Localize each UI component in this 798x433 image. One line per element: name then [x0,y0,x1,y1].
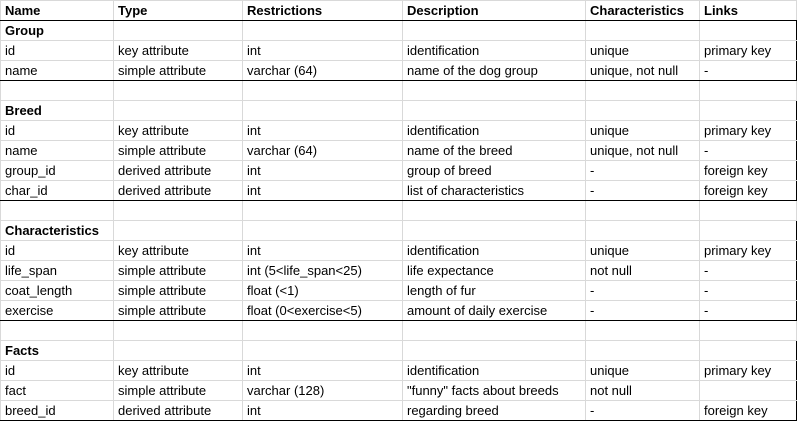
table-cell[interactable]: breed_id [1,401,114,421]
table-cell[interactable]: unique, not null [586,141,700,161]
blank-row [1,321,797,341]
table-cell[interactable]: unique [586,121,700,141]
table-cell[interactable]: list of characteristics [403,181,586,201]
table-cell[interactable]: group of breed [403,161,586,181]
table-cell[interactable] [700,381,797,401]
column-header[interactable]: Restrictions [243,1,403,21]
table-cell[interactable]: name of the breed [403,141,586,161]
table-cell[interactable]: unique [586,361,700,381]
empty-cell[interactable] [243,341,403,361]
table-cell[interactable]: - [586,281,700,301]
empty-cell[interactable] [243,21,403,41]
column-header[interactable]: Characteristics [586,1,700,21]
table-cell[interactable]: identification [403,361,586,381]
table-cell[interactable]: - [586,301,700,321]
column-header[interactable]: Description [403,1,586,21]
table-row [1,41,797,61]
table-row [1,161,797,181]
table-cell[interactable]: coat_length [1,281,114,301]
column-header[interactable]: Links [700,1,797,21]
table-cell[interactable]: varchar (64) [243,61,403,81]
table-cell[interactable]: not null [586,261,700,281]
table-cell[interactable]: not null [586,381,700,401]
table-cell[interactable]: amount of daily exercise [403,301,586,321]
empty-cell[interactable] [1,81,114,101]
empty-cell[interactable] [700,81,797,101]
blank-row [1,201,797,221]
table-cell[interactable]: derived attribute [114,161,243,181]
table-cell[interactable]: derived attribute [114,401,243,421]
table-cell[interactable]: int [243,401,403,421]
table-cell[interactable]: primary key [700,361,797,381]
table-cell[interactable]: primary key [700,41,797,61]
table-row [1,241,797,261]
empty-cell[interactable] [586,81,700,101]
table-cell[interactable]: life expectance [403,261,586,281]
empty-cell[interactable] [114,341,243,361]
table-cell[interactable]: simple attribute [114,301,243,321]
table-cell[interactable]: key attribute [114,121,243,141]
table-cell[interactable]: simple attribute [114,61,243,81]
table-cell[interactable]: - [586,161,700,181]
table-cell[interactable]: exercise [1,301,114,321]
table-cell[interactable]: foreign key [700,161,797,181]
table-cell[interactable]: derived attribute [114,181,243,201]
section-title-row [1,21,797,41]
table-cell[interactable]: length of fur [403,281,586,301]
table-cell[interactable]: unique [586,241,700,261]
table-cell[interactable]: key attribute [114,361,243,381]
empty-cell[interactable] [243,221,403,241]
table-cell[interactable]: int [243,181,403,201]
table-cell[interactable]: simple attribute [114,281,243,301]
table-cell[interactable]: int [243,121,403,141]
empty-cell[interactable] [586,201,700,221]
table-cell[interactable]: simple attribute [114,141,243,161]
empty-cell[interactable] [403,221,586,241]
table-row [1,381,797,401]
empty-cell[interactable] [403,201,586,221]
empty-cell[interactable] [114,101,243,121]
column-header[interactable]: Name [1,1,114,21]
table-cell[interactable]: int (5<life_span<25) [243,261,403,281]
table-row [1,141,797,161]
table-cell[interactable]: foreign key [700,181,797,201]
table-cell[interactable]: unique [586,41,700,61]
table-cell[interactable]: identification [403,121,586,141]
table-cell[interactable]: int [243,161,403,181]
table-cell[interactable]: id [1,121,114,141]
table-cell[interactable]: identification [403,241,586,261]
empty-cell[interactable] [114,221,243,241]
table-body [1,1,797,421]
table-row [1,281,797,301]
table-cell[interactable]: unique, not null [586,61,700,81]
table-cell[interactable]: int [243,361,403,381]
empty-cell[interactable] [700,321,797,341]
table-cell[interactable]: foreign key [700,401,797,421]
table-row [1,301,797,321]
empty-cell[interactable] [586,341,700,361]
table-cell[interactable]: key attribute [114,241,243,261]
empty-cell[interactable] [243,81,403,101]
table-cell[interactable]: char_id [1,181,114,201]
section-title-row [1,341,797,361]
blank-row [1,81,797,101]
table-cell[interactable]: simple attribute [114,381,243,401]
table-row [1,401,797,421]
empty-cell[interactable] [700,101,797,121]
section-title[interactable]: Facts [1,341,114,361]
empty-cell[interactable] [403,321,586,341]
table-cell[interactable]: id [1,241,114,261]
table-row [1,361,797,381]
section-title-row [1,101,797,121]
empty-cell[interactable] [243,101,403,121]
table-row [1,121,797,141]
empty-cell[interactable] [243,321,403,341]
empty-cell[interactable] [243,201,403,221]
table-row [1,61,797,81]
empty-cell[interactable] [403,101,586,121]
table-cell[interactable]: varchar (128) [243,381,403,401]
table-cell[interactable]: - [586,181,700,201]
table-cell[interactable]: primary key [700,241,797,261]
empty-cell[interactable] [586,21,700,41]
empty-cell[interactable] [114,81,243,101]
table-cell[interactable]: fact [1,381,114,401]
header-row [1,1,797,21]
table-cell[interactable]: life_span [1,261,114,281]
column-header[interactable]: Type [114,1,243,21]
empty-cell[interactable] [700,21,797,41]
table-cell[interactable]: simple attribute [114,261,243,281]
table-cell[interactable]: id [1,41,114,61]
empty-cell[interactable] [403,341,586,361]
empty-cell[interactable] [403,21,586,41]
empty-cell[interactable] [1,201,114,221]
table-cell[interactable]: regarding breed [403,401,586,421]
table-cell[interactable]: - [700,61,797,81]
empty-cell[interactable] [700,201,797,221]
table-cell[interactable]: - [700,301,797,321]
empty-cell[interactable] [586,221,700,241]
table-row [1,181,797,201]
table-cell[interactable]: key attribute [114,41,243,61]
empty-cell[interactable] [403,81,586,101]
empty-cell[interactable] [700,341,797,361]
table-cell[interactable]: name [1,61,114,81]
table-cell[interactable]: int [243,241,403,261]
empty-cell[interactable] [586,101,700,121]
table-cell[interactable]: - [700,281,797,301]
table-cell[interactable]: name of the dog group [403,61,586,81]
empty-cell[interactable] [586,321,700,341]
empty-cell[interactable] [700,221,797,241]
section-title[interactable]: Characteristics [1,221,114,241]
table-cell[interactable]: - [700,141,797,161]
table-cell[interactable]: - [700,261,797,281]
empty-cell[interactable] [1,321,114,341]
empty-cell[interactable] [114,201,243,221]
section-title[interactable]: Breed [1,101,114,121]
table-cell[interactable]: group_id [1,161,114,181]
table-cell[interactable]: "funny" facts about breeds [403,381,586,401]
table-cell[interactable]: id [1,361,114,381]
table-cell[interactable]: name [1,141,114,161]
table-row [1,261,797,281]
table-cell[interactable]: primary key [700,121,797,141]
table-cell[interactable]: - [586,401,700,421]
empty-cell[interactable] [114,321,243,341]
section-title-row [1,221,797,241]
table-cell[interactable]: varchar (64) [243,141,403,161]
section-title[interactable]: Group [1,21,114,41]
empty-cell[interactable] [114,21,243,41]
table-cell[interactable]: identification [403,41,586,61]
table-cell[interactable]: int [243,41,403,61]
table-cell[interactable]: float (<1) [243,281,403,301]
table-cell[interactable]: float (0<exercise<5) [243,301,403,321]
